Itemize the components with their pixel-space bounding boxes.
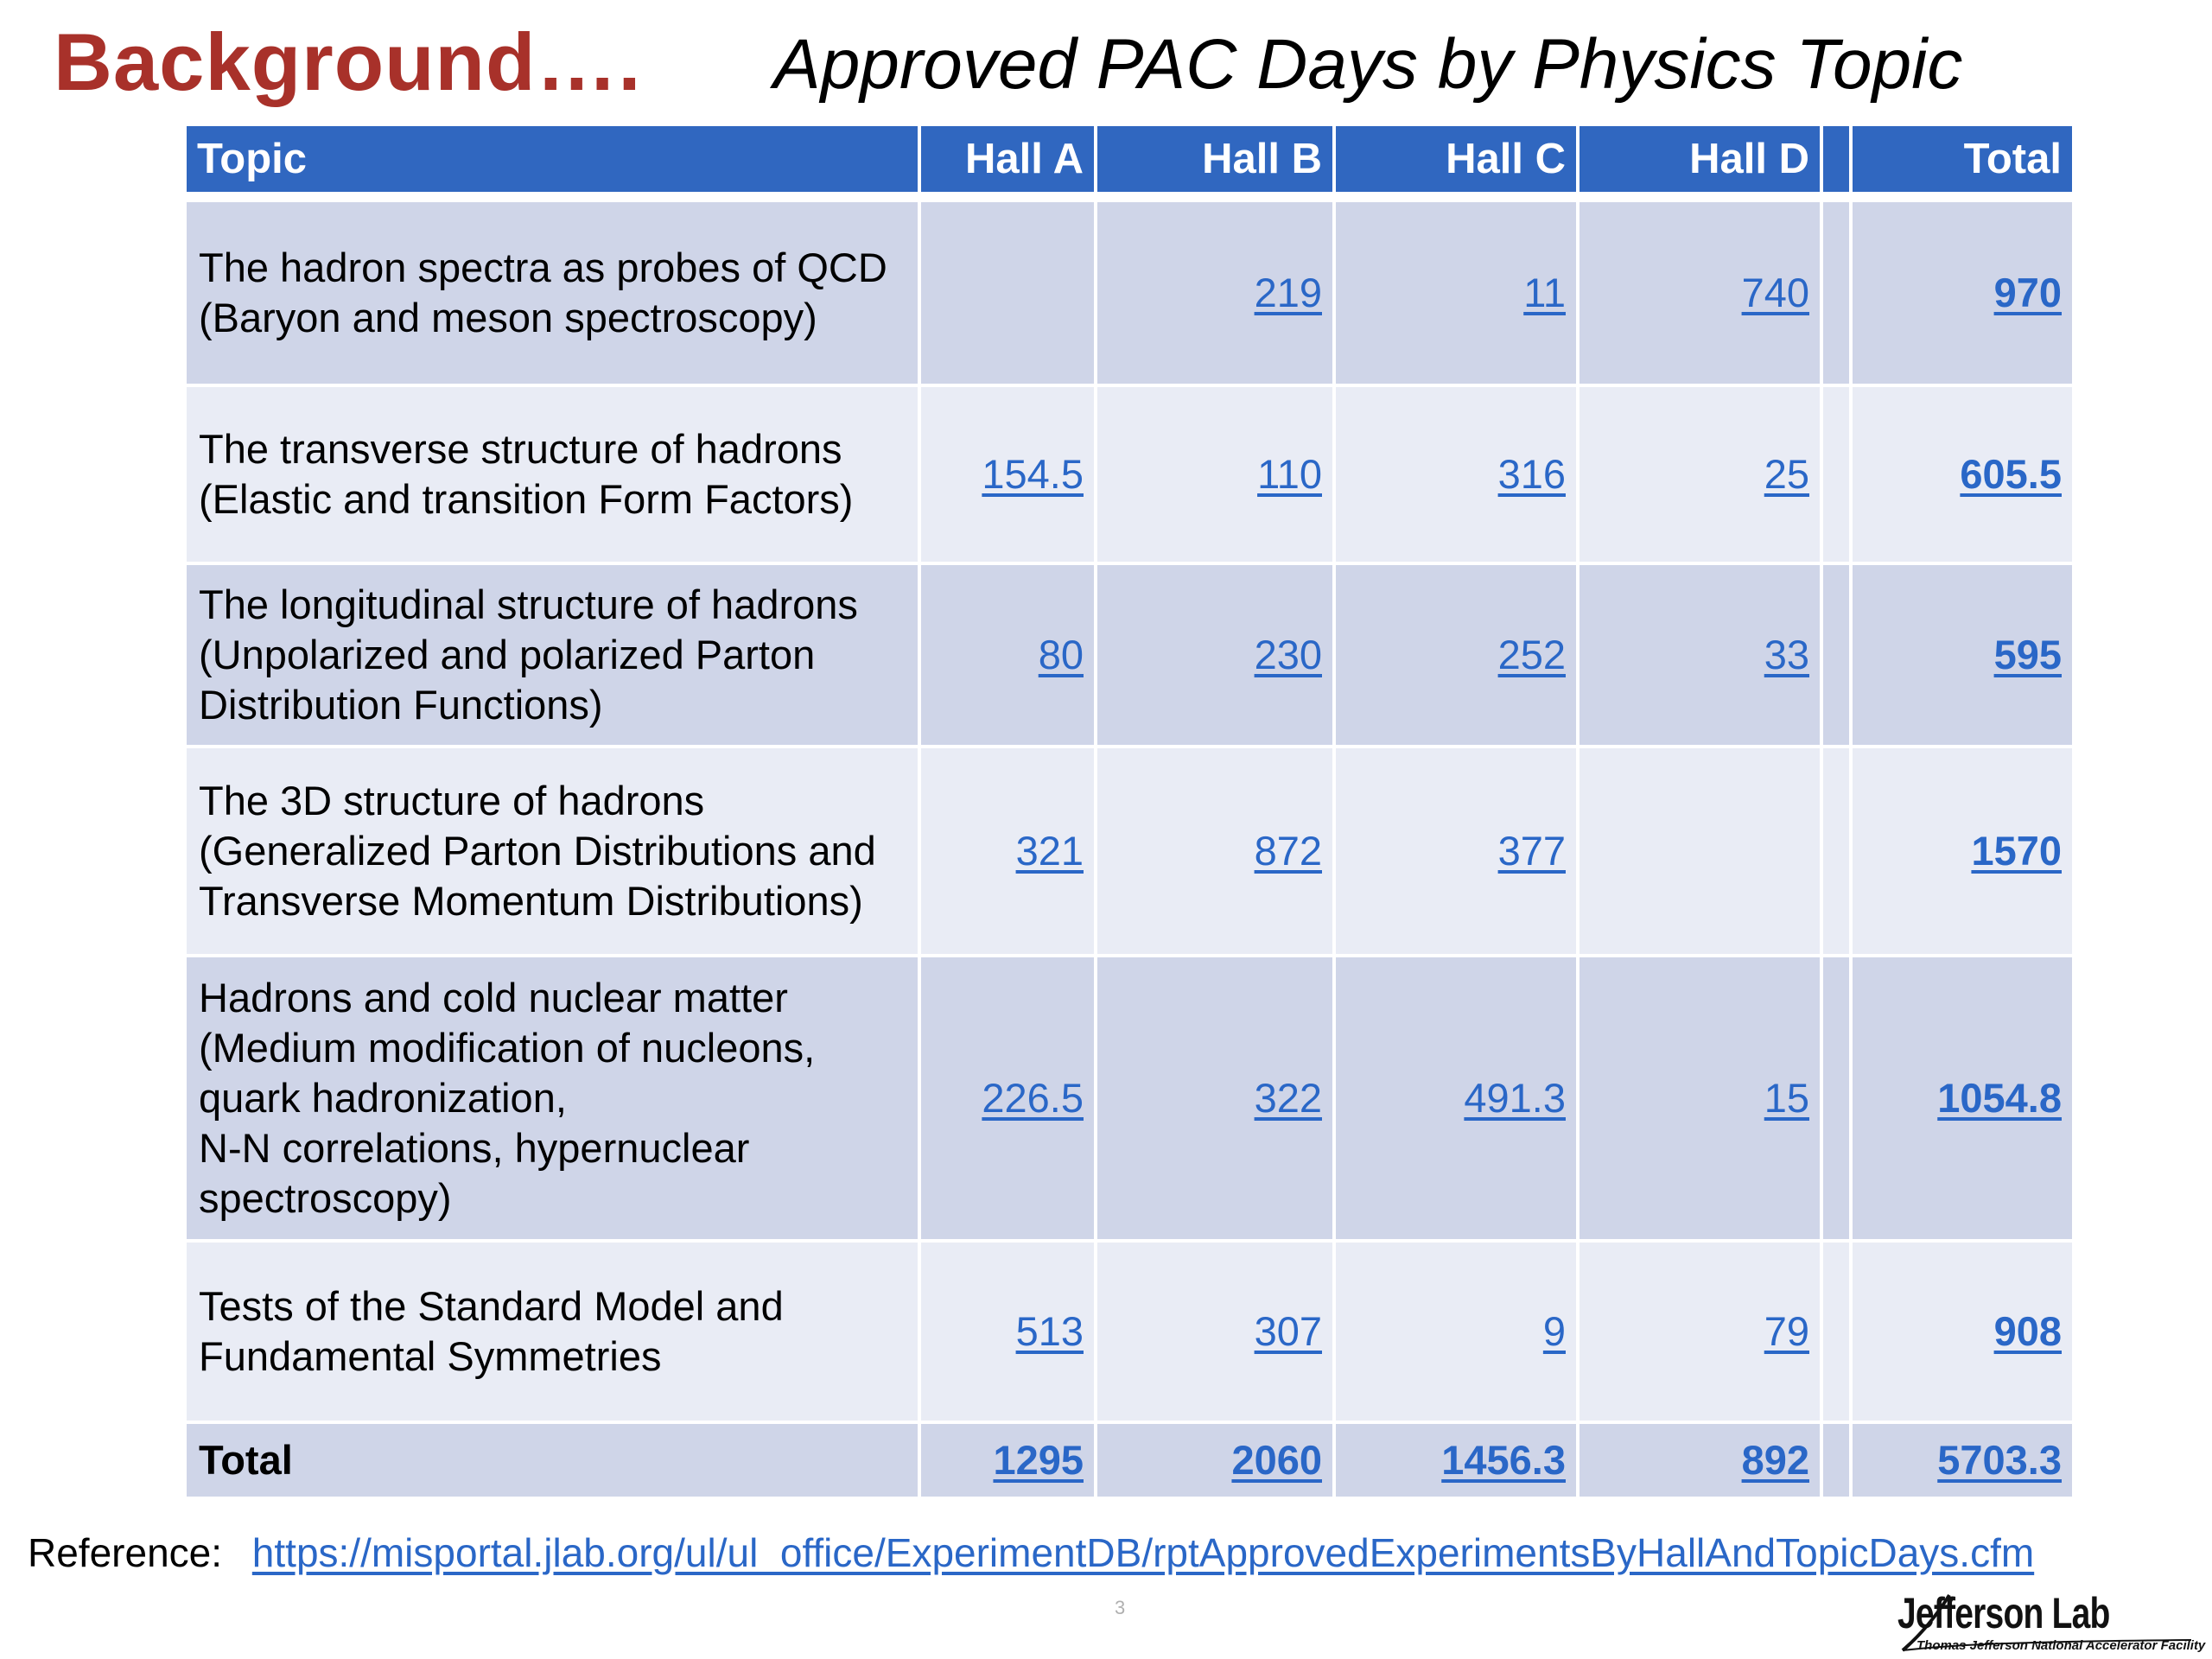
- row-2-hall-c-cell: [1336, 387, 1576, 562]
- row-5-hall-b-cell-value[interactable]: 322: [1254, 1075, 1322, 1121]
- total-row-label: Total: [199, 1437, 293, 1483]
- row-4-topic-cell: [187, 748, 918, 954]
- row-6-topic-cell: [187, 1243, 918, 1421]
- row-5-topic-cell: [187, 957, 918, 1239]
- row-1-hall-c-cell: [1336, 202, 1576, 384]
- row-5-hall-a-cell-value[interactable]: 226.5: [982, 1075, 1084, 1121]
- row-3-hall-a-cell: [921, 565, 1094, 745]
- row-3-total-cell: [1853, 565, 2072, 745]
- jefferson-lab-logo: [1897, 1588, 2209, 1654]
- row-1-hall-d-cell: [1580, 202, 1820, 384]
- row-5-topic-cell-value: Hadrons and cold nuclear matter (Medium modification of nucleons, quark hadronization, N-N correlations, hypernuclear spectroscopy): [199, 975, 816, 1221]
- reference-label: Reference:: [28, 1530, 223, 1575]
- row-1-total-cell: [1853, 202, 2072, 384]
- row-4-total-cell: [1853, 748, 2072, 954]
- row-5-total-cell-value[interactable]: 1054.8: [1937, 1075, 2062, 1121]
- total-row-label-cell: [187, 1424, 918, 1497]
- slide-heading: Background….: [54, 16, 642, 107]
- row-1-hall-b-cell: [1097, 202, 1332, 384]
- row-6-hall-d-cell: [1580, 1243, 1820, 1421]
- row-6-hall-c-cell-value[interactable]: 9: [1542, 1308, 1566, 1354]
- row-4-hall-b-cell: [1097, 748, 1332, 954]
- row-3-topic-cell-value: The longitudinal structure of hadrons (Unpolarized and polarized Parton Distribution Functions): [199, 582, 858, 728]
- row-5-total-cell: [1853, 957, 2072, 1239]
- row-4-total-cell-value[interactable]: 1570: [1971, 828, 2062, 874]
- row-1-topic-cell-value: The hadron spectra as probes of QCD (Baryon and meson spectroscopy): [199, 245, 887, 340]
- total-row-hall-c-cell: [1336, 1424, 1576, 1497]
- reference-line: [28, 1529, 2034, 1576]
- row-2-topic-cell: [187, 387, 918, 562]
- row-3-hall-d-cell: [1580, 565, 1820, 745]
- row-2-hall-b-cell-value[interactable]: 110: [1257, 451, 1322, 497]
- row-2-hall-a-cell: [921, 387, 1094, 562]
- row-4-hall-a-cell-value[interactable]: 321: [1015, 828, 1084, 874]
- logo-wordmark: Jefferson Lab: [1897, 1589, 2110, 1637]
- row-1-topic-cell: [187, 202, 918, 384]
- slide-subheading: Approved PAC Days by Physics Topic: [773, 25, 1963, 104]
- row-4-topic-cell-value: The 3D structure of hadrons (Generalized Parton Distributions and Transverse Momentum Distributions): [199, 778, 876, 924]
- header-hall-b: Hall B: [1097, 126, 1332, 192]
- row-1-hall-d-cell-value[interactable]: 740: [1741, 270, 1809, 315]
- row-1-total-cell-value[interactable]: 970: [1993, 270, 2062, 315]
- row-2-spacer-cell: [1823, 387, 1849, 562]
- row-4-hall-a-cell: [921, 748, 1094, 954]
- header-hall-d: Hall D: [1580, 126, 1820, 192]
- pac-days-table: [187, 126, 2072, 1497]
- row-3-hall-b-cell: [1097, 565, 1332, 745]
- row-4-hall-c-cell: [1336, 748, 1576, 954]
- row-3-hall-b-cell-value[interactable]: 230: [1254, 632, 1322, 677]
- row-5-hall-c-cell-value[interactable]: 491.3: [1464, 1075, 1566, 1121]
- row-5-hall-d-cell: [1580, 957, 1820, 1239]
- header-hall-c: Hall C: [1336, 126, 1576, 192]
- row-3-total-cell-value[interactable]: 595: [1993, 632, 2062, 677]
- total-row-total-cell: [1853, 1424, 2072, 1497]
- row-1-spacer-cell: [1823, 202, 1849, 384]
- row-2-total-cell-value[interactable]: 605.5: [1960, 451, 2062, 497]
- row-2-hall-a-cell-value[interactable]: 154.5: [982, 451, 1084, 497]
- total-row-total-cell-value[interactable]: 5703.3: [1937, 1437, 2062, 1483]
- row-3-hall-d-cell-value[interactable]: 33: [1764, 632, 1809, 677]
- row-2-hall-c-cell-value[interactable]: 316: [1497, 451, 1566, 497]
- row-2-hall-d-cell-value[interactable]: 25: [1764, 451, 1809, 497]
- row-1-hall-c-cell-value[interactable]: 11: [1523, 270, 1566, 315]
- total-row-hall-b-cell: [1097, 1424, 1332, 1497]
- total-row-spacer-cell: [1823, 1424, 1849, 1497]
- row-6-hall-b-cell-value[interactable]: 307: [1254, 1308, 1322, 1354]
- row-2-topic-cell-value: The transverse structure of hadrons (Elastic and transition Form Factors): [199, 426, 854, 522]
- row-5-hall-c-cell: [1336, 957, 1576, 1239]
- header-total: Total: [1853, 126, 2072, 192]
- row-6-total-cell: [1853, 1243, 2072, 1421]
- reference-link[interactable]: https://misportal.jlab.org/ul/ul_office/ExperimentDB/rptApprovedExperimentsByHallAndTopicDays.cfm: [251, 1530, 2035, 1575]
- header-topic: Topic: [187, 126, 918, 192]
- row-3-hall-c-cell-value[interactable]: 252: [1497, 632, 1566, 677]
- row-5-hall-a-cell: [921, 957, 1094, 1239]
- row-6-hall-d-cell-value[interactable]: 79: [1764, 1308, 1809, 1354]
- row-1-hall-b-cell-value[interactable]: 219: [1254, 270, 1322, 315]
- total-row-hall-c-cell-value[interactable]: 1456.3: [1441, 1437, 1566, 1483]
- row-3-spacer-cell: [1823, 565, 1849, 745]
- total-row-hall-b-cell-value[interactable]: 2060: [1231, 1437, 1322, 1483]
- total-row-hall-a-cell-value[interactable]: 1295: [993, 1437, 1084, 1483]
- row-6-hall-b-cell: [1097, 1243, 1332, 1421]
- row-6-hall-a-cell-value[interactable]: 513: [1015, 1308, 1084, 1354]
- logo-tagline: Thomas Jefferson National Accelerator Facility: [1916, 1638, 2206, 1653]
- row-5-hall-b-cell: [1097, 957, 1332, 1239]
- row-4-spacer-cell: [1823, 748, 1849, 954]
- row-6-total-cell-value[interactable]: 908: [1993, 1308, 2062, 1354]
- total-row-hall-d-cell: [1580, 1424, 1820, 1497]
- row-6-spacer-cell: [1823, 1243, 1849, 1421]
- row-4-hall-d-cell: [1580, 748, 1820, 954]
- row-5-spacer-cell: [1823, 957, 1849, 1239]
- row-3-hall-a-cell-value[interactable]: 80: [1038, 632, 1084, 677]
- page-number: 3: [1115, 1597, 1126, 1618]
- row-4-hall-c-cell-value[interactable]: 377: [1497, 828, 1566, 874]
- row-2-total-cell: [1853, 387, 2072, 562]
- header-spacer: [1823, 126, 1849, 192]
- total-row-hall-a-cell: [921, 1424, 1094, 1497]
- row-3-hall-c-cell: [1336, 565, 1576, 745]
- row-2-hall-d-cell: [1580, 387, 1820, 562]
- row-2-hall-b-cell: [1097, 387, 1332, 562]
- row-6-hall-c-cell: [1336, 1243, 1576, 1421]
- header-hall-a: Hall A: [921, 126, 1094, 192]
- row-3-topic-cell: [187, 565, 918, 745]
- row-5-hall-d-cell-value[interactable]: 15: [1764, 1075, 1809, 1121]
- row-6-hall-a-cell: [921, 1243, 1094, 1421]
- header-divider: [187, 192, 2072, 200]
- row-1-hall-a-cell: [921, 202, 1094, 384]
- total-row-hall-d-cell-value[interactable]: 892: [1741, 1437, 1809, 1483]
- row-6-topic-cell-value: Tests of the Standard Model and Fundamental Symmetries: [199, 1283, 784, 1379]
- row-4-hall-b-cell-value[interactable]: 872: [1254, 828, 1322, 874]
